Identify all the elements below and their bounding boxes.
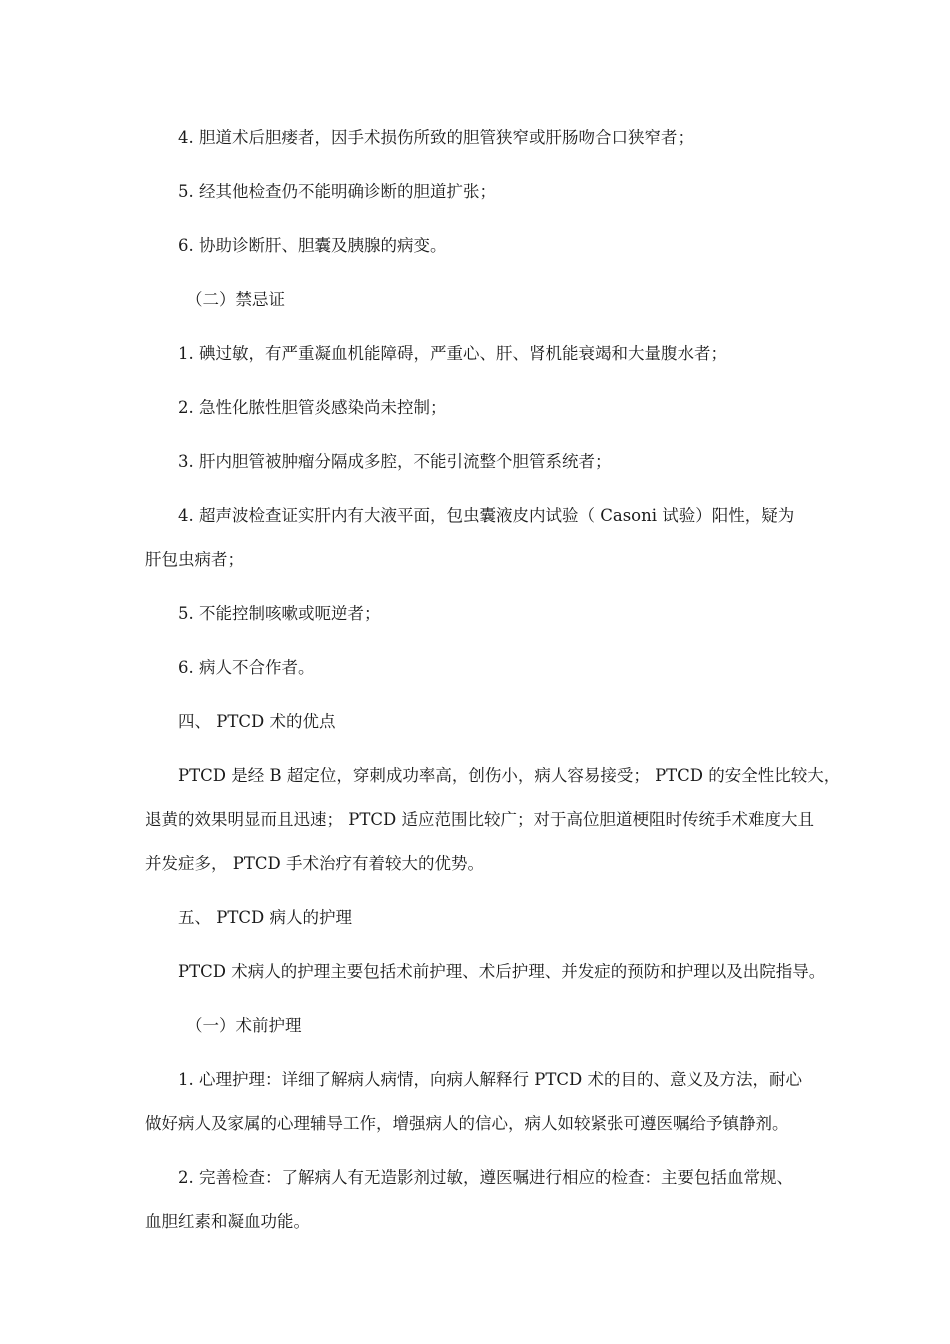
contraindication-item-5: 5. 不能控制咳嗽或呃逆者； (178, 604, 381, 623)
preop-item-1-line-2: 做好病人及家属的心理辅导工作，增强病人的信心，病人如较紧张可遵医嘱给予镇静剂。 (145, 1114, 789, 1133)
indication-item-6: 6. 协助诊断肝、胆囊及胰腺的病变。 (178, 236, 447, 255)
contraindication-item-1: 1. 碘过敏，有严重凝血机能障碍，严重心、肝、肾机能衰竭和大量腹水者； (178, 344, 727, 363)
contraindication-item-4-line-2: 肝包虫病者； (145, 550, 244, 569)
preop-care-heading: （一）术前护理 (186, 1016, 302, 1035)
indication-item-5: 5. 经其他检查仍不能明确诊断的胆道扩张； (178, 182, 496, 201)
section-4-paragraph-line-1: PTCD 是经 B 超定位，穿刺成功率高，创伤小，病人容易接受； PTCD 的安全性比较大， (178, 766, 841, 785)
section-4-paragraph-line-2: 退黄的效果明显而且迅速； PTCD 适应范围比较广；对于高位胆道梗阻时传统手术难度大且 (145, 810, 814, 829)
indication-item-4: 4. 胆道术后胆瘘者，因手术损伤所致的胆管狭窄或肝肠吻合口狭窄者； (178, 128, 694, 147)
preop-item-1-line-1: 1. 心理护理：详细了解病人病情，向病人解释行 PTCD 术的目的、意义及方法，耐心 (178, 1070, 802, 1089)
section-5-intro: PTCD 术病人的护理主要包括术前护理、术后护理、并发症的预防和护理以及出院指导。 (178, 962, 826, 981)
contraindication-item-6: 6. 病人不合作者。 (178, 658, 315, 677)
preop-item-2-line-2: 血胆红素和凝血功能。 (145, 1212, 310, 1231)
preop-item-2-line-1: 2. 完善检查：了解病人有无造影剂过敏，遵医嘱进行相应的检查：主要包括血常规、 (178, 1168, 793, 1187)
contraindication-item-4-line-1: 4. 超声波检查证实肝内有大液平面，包虫囊液皮内试验（ Casoni 试验）阳性，疑为 (178, 506, 795, 525)
section-4-paragraph-line-3: 并发症多， PTCD 手术治疗有着较大的优势。 (145, 854, 484, 873)
contraindications-heading: （二）禁忌证 (186, 290, 285, 309)
contraindication-item-2: 2. 急性化脓性胆管炎感染尚未控制； (178, 398, 447, 417)
section-4-heading: 四、 PTCD 术的优点 (178, 712, 336, 731)
contraindication-item-3: 3. 肝内胆管被肿瘤分隔成多腔，不能引流整个胆管系统者； (178, 452, 612, 471)
section-5-heading: 五、 PTCD 病人的护理 (178, 908, 352, 927)
